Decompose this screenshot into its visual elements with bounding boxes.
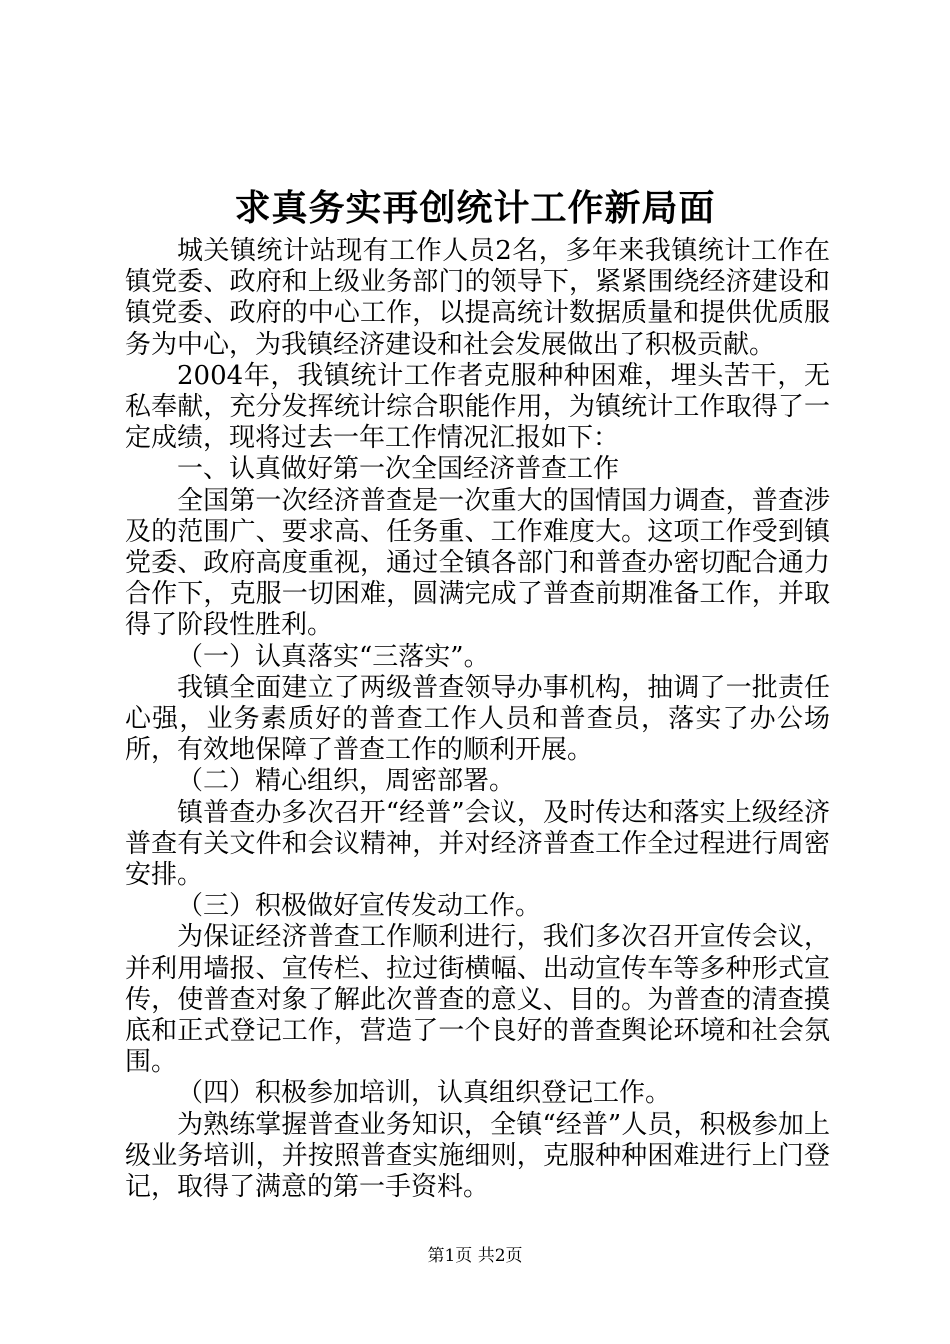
paragraph-organization: 我镇全面建立了两级普查领导办事机构，抽调了一批责任心强，业务素质好的普查工作人员和普查员，落实了办公场所，有效地保障了普查工作的顺利开展。 <box>125 672 830 766</box>
paragraph-training: 为熟练掌握普查业务知识，全镇“经普”人员，积极参加上级业务培训，并按照普查实施细则，克服种种困难进行上门登记，取得了满意的第一手资料。 <box>125 1109 830 1203</box>
section-heading-1: 一、认真做好第一次全国经济普查工作 <box>177 454 620 485</box>
subheading-2: （二）精心组织，周密部署。 <box>177 766 516 797</box>
paragraph-summary: 2004年，我镇统计工作者克服种种困难，埋头苦干，无私奉献，充分发挥统计综合职能作用，为镇统计工作取得了一定成绩，现将过去一年工作情况汇报如下： <box>125 360 830 454</box>
document-title: 求真务实再创统计工作新局面 <box>234 187 716 229</box>
subheading-3: （三）积极做好宣传发动工作。 <box>177 891 542 922</box>
paragraph-intro: 城关镇统计站现有工作人员2名，多年来我镇统计工作在镇党委、政府和上级业务部门的领导下，紧紧围绕经济建设和镇党委、政府的中心工作，以提高统计数据质量和提供优质服务为中心，为我镇经济建设和社会发展做出了积极贡献。 <box>125 236 830 360</box>
subheading-4: （四）积极参加培训，认真组织登记工作。 <box>177 1078 672 1109</box>
paragraph-publicity: 为保证经济普查工作顺利进行，我们多次召开宣传会议，并利用墙报、宣传栏、拉过街横幅、出动宣传车等多种形式宣传，使普查对象了解此次普查的意义、目的。为普查的清查摸底和正式登记工作，营造了一个良好的普查舆论环境和社会氛围。 <box>125 922 830 1078</box>
paragraph-meetings: 镇普查办多次召开“经普”会议，及时传达和落实上级经济普查有关文件和会议精神，并对经济普查工作全过程进行周密安排。 <box>125 797 830 891</box>
paragraph-census-overview: 全国第一次经济普查是一次重大的国情国力调查，普查涉及的范围广、要求高、任务重、工作难度大。这项工作受到镇党委、政府高度重视，通过全镇各部门和普查办密切配合通力合作下，克服一切困难，圆满完成了普查前期准备工作，并取得了阶段性胜利。 <box>125 485 830 641</box>
document-body <box>125 236 830 1203</box>
page-footer: 第1页 共2页 <box>427 1246 523 1266</box>
subheading-1: （一）认真落实“三落实”。 <box>177 641 490 672</box>
